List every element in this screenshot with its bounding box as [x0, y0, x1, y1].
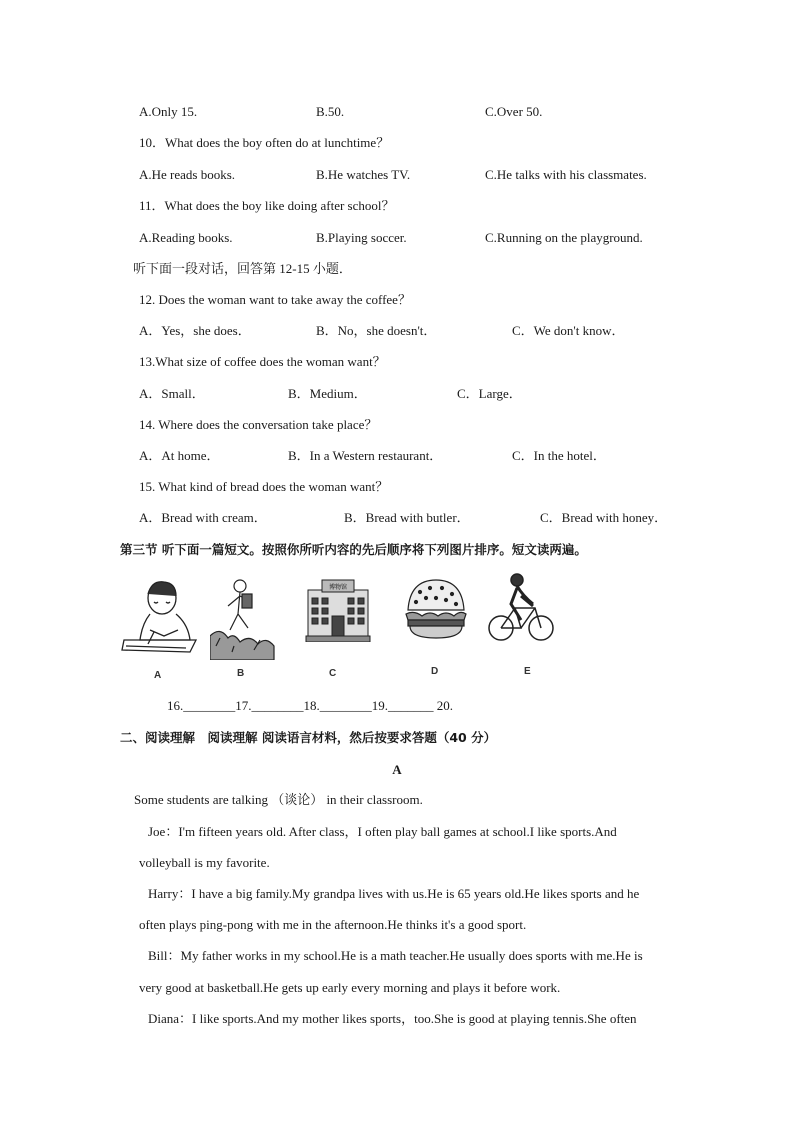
- q12-question: 12. Does the woman want to take away the coffee？: [139, 292, 411, 307]
- q11-option-b: B.Playing soccer.: [316, 230, 407, 245]
- q13-option-c: C．Large．: [457, 386, 522, 401]
- part2-title: 二、阅读理解 阅读理解 阅读语言材料，然后按要求答题（40 分）: [120, 730, 497, 745]
- passage-line-4: Harry：I have a big family.My grandpa lives with us.He is 65 years old.He likes sports and he: [148, 886, 640, 901]
- passage-line-2: Joe：I'm fifteen years old. After class，I often play ball games at school.I like sports.And: [148, 824, 617, 839]
- q12-option-a: A．Yes，she does．: [139, 323, 251, 338]
- q11-option-a: A.Reading books.: [139, 230, 233, 245]
- picture-e-cyclist: [487, 570, 555, 650]
- q12-option-b: B．No，she doesn't．: [316, 323, 437, 338]
- q11-question: 11．What does the boy like doing after school？: [139, 198, 395, 213]
- picture-label-d: D: [431, 666, 439, 677]
- picture-label-c: C: [329, 668, 337, 679]
- q15-option-c: C．Bread with honey．: [540, 510, 668, 525]
- picture-label-a: A: [154, 670, 162, 681]
- q15-question: 15. What kind of bread does the woman want？: [139, 479, 389, 494]
- q14-option-a: A．At home．: [139, 448, 220, 463]
- q10-option-c: C.He talks with his classmates.: [485, 167, 647, 182]
- q14-option-c: C．In the hotel．: [512, 448, 606, 463]
- picture-b-hiking: [210, 576, 276, 660]
- picture-a-student-writing: [120, 574, 200, 658]
- picture-c-museum-building: [304, 576, 372, 642]
- passage-a-heading: A: [392, 762, 402, 777]
- q13-option-b: B．Medium．: [288, 386, 367, 401]
- section3-title: 第三节 听下面一篇短文。按照你所听内容的先后顺序将下列图片排序。短文读两遍。: [120, 542, 587, 557]
- answer-blanks: 16.________17.________18.________19._______ 20.: [167, 698, 453, 713]
- q15-option-b: B．Bread with butler．: [344, 510, 470, 525]
- passage-line-1: Some students are talking （谈论） in their classroom.: [134, 792, 423, 807]
- q12-option-c: C．We don't know．: [512, 323, 625, 338]
- museum-sign: 博物馆: [328, 584, 348, 591]
- q9-option-c: C.Over 50.: [485, 104, 543, 119]
- passage-line-7: very good at basketball.He gets up early every morning and plays it before work.: [139, 980, 561, 995]
- passage-line-5: often plays ping-pong with me in the afternoon.He thinks it's a good sport.: [139, 917, 527, 932]
- q13-option-a: A．Small．: [139, 386, 205, 401]
- instruction-12-15: 听下面一段对话，回答第 12-15 小题．: [133, 261, 352, 276]
- q13-question: 13.What size of coffee does the woman want？: [139, 354, 386, 369]
- q10-option-a: A.He reads books.: [139, 167, 236, 182]
- q11-option-c: C.Running on the playground.: [485, 230, 643, 245]
- q10-option-b: B.He watches TV.: [316, 167, 411, 182]
- picture-label-e: E: [524, 666, 531, 677]
- q9-option-b: B.50.: [316, 104, 345, 119]
- q14-option-b: B．In a Western restaurant．: [288, 448, 443, 463]
- passage-line-6: Bill：My father works in my school.He is a math teacher.He usually does sports with me.He is: [148, 948, 643, 963]
- q10-question: 10．What does the boy often do at lunchtime？: [139, 135, 390, 150]
- picture-d-hamburger: [404, 576, 468, 644]
- passage-line-3: volleyball is my favorite.: [139, 855, 270, 870]
- q14-question: 14. Where does the conversation take place？: [139, 417, 378, 432]
- q9-option-a: A.Only 15.: [139, 104, 198, 119]
- q15-option-a: A．Bread with cream．: [139, 510, 267, 525]
- passage-line-8: Diana：I like sports.And my mother likes sports，too.She is good at playing tennis.She often: [148, 1011, 637, 1026]
- picture-label-b: B: [237, 668, 245, 679]
